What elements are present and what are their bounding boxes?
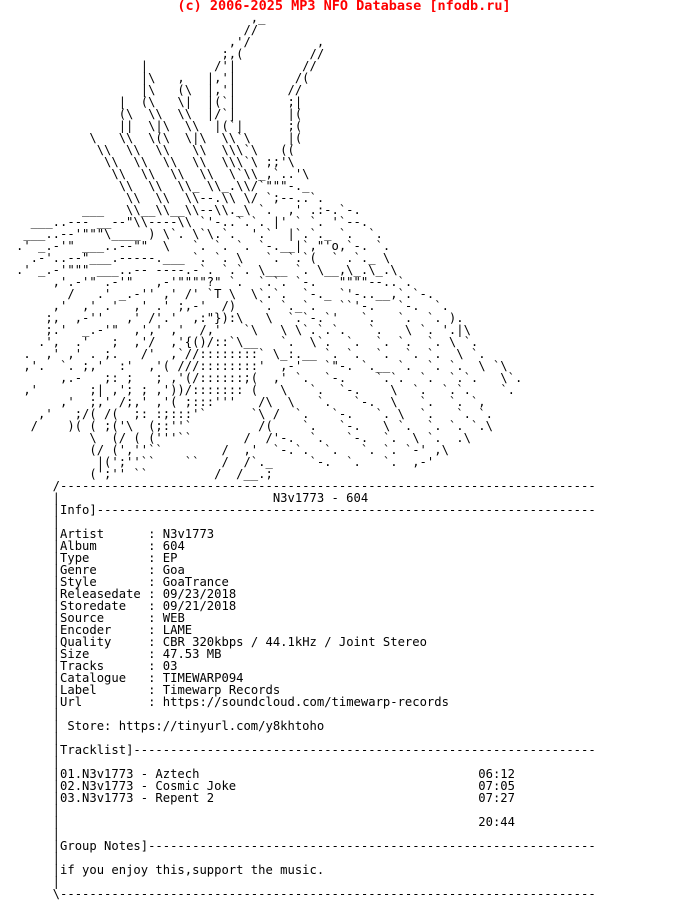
- track-title: 01.N3v1773 - Aztech: [60, 767, 479, 781]
- field-value: TIMEWARP094: [162, 671, 244, 685]
- ascii-art-line: ,' ;/( /( ;: :;:::'` `\ / `. `-. `. \ `. `. `.: [16, 407, 493, 421]
- ascii-art-line: / .' _.-'' ,' /' `T \ \`.`. `-._ `'-..__,`.`-.: [16, 287, 435, 301]
- ascii-art-line: ;.' _.-'" ,',' ,' /,' `\ \ \`.`.`. `. \ `. '.|\: [16, 323, 471, 337]
- field-value: WEB: [162, 611, 185, 625]
- field-label: Label: [60, 683, 149, 697]
- ascii-art-line: ,' ;,' /;,' ,'( ;:::''' /\ \ `. `-. \ `. `. `,: [16, 395, 508, 409]
- store-link: Store: https://tinyurl.com/y8khtoho: [67, 719, 325, 733]
- ascii-art-line: ,' ,' .' ,' .' ;,-' /) `. `._`. ``'-. `-. `.: [16, 299, 449, 313]
- total-time: 20:44: [478, 815, 515, 829]
- ascii-art-line: ___ \\__\\__\\--\\._\ `. ,' .:-.`-.: [16, 203, 361, 217]
- ascii-art-line: \ \\ \(\ \|\ \\`\ |(: [16, 131, 303, 145]
- field-value: Timewarp Records: [162, 683, 281, 697]
- field-value: LAME: [162, 623, 193, 637]
- ascii-art-line: ,'.-'" .-'" ,-'""""?" `. `.`. `-. """"--..`.: [16, 275, 413, 289]
- field-value: GoaTrance: [162, 575, 229, 589]
- ascii-art-line: ;, ,-'' ,' /'.' ,:"}):\ \ `.`-.`' `. `. `. ).: [16, 311, 464, 325]
- field-value: 09/23/2018: [162, 587, 237, 601]
- field-value: Goa: [162, 563, 185, 577]
- field-value: EP: [162, 551, 178, 565]
- ascii-art-line: (/ (',''`` / ,' `-.`. `. `. `. `-' ,\: [16, 443, 449, 457]
- ascii-art-line: //: [16, 23, 259, 37]
- field-label: Encoder: [60, 623, 149, 637]
- track-title: 03.N3v1773 - Repent 2: [60, 791, 479, 805]
- field-label: Catalogue: [60, 671, 149, 685]
- ascii-art-line: .', .' ; ,'/ ,'{()/::`\__ `. \`. `. `. `. `. \ `.: [16, 335, 479, 349]
- field-label: Genre: [60, 563, 149, 577]
- ascii-art-line: \\ \\ \\ \\ \`\\_,`..'\: [16, 167, 310, 181]
- ascii-art-line: ,.- ;: ; ; ,'(/::::::;( ,' `. `-. `.`. `. `.`. \`.: [16, 371, 523, 385]
- ascii-art-line: |\ (\ |,'| //: [16, 83, 303, 97]
- track-time: 07:27: [478, 791, 515, 805]
- ascii-art-line: \\ \\ \\_ \\_.\\/`"""-._: [16, 179, 310, 193]
- track-time: 06:12: [478, 767, 515, 781]
- nfo-text: ,_ // ,'/ , ;,( // | /'| // |\ , |,'| /( |\ (\ |,'| // | (\ \| |(`| ;| (\ \\ \\ |/`| |( || \|\ \\ |(`| ;( \ \\ \(\ \|\ \\`\ |( \\ \\ \\ \\ \\\`\ (( \\ \\ \\ \\ \\\`\ ;;'\ \\ \\ \\ \\ \`\\_,`..'\ \\ \\ \\_ \\_.\\/`"""-._ \\ \\ \\--.\\ \/ `;--..`. ___ \\__\\__\\--\\._\ `. ,' .:-.`-. ___..--- __--"\\----\\ `'-..`.`. |' ` `. '`--. ___..--'"""\____ ) \`. \`\.`. '.` |`.`._ `. `. .' _.-'" ___..--"" \ `. `. `. `-.__|`,"'o,`-. `. .-'..--"___.-----.___ `. `. \ `. `.`( ` .`._ \ .' _.-'""" ___..-- ----.-`. `.`. \___ `. \__,\_.\_.\ ,'.-'" .-'" ,-'""""?" `. `.`. `-. """"--..`. / .' _.-'' ,' /' `T \ \`.`. `-._ `'-..__,`.`-. ,' ,' .' ,' .' ;,-' /) `. `._`. ``'-. `-. `. ;, ,-'' ,' /'.' ,:"}):\ \ `.`-.`' `. `. `. ). ;.' _.-'" ,',' ,' /,' `\ \ \`.`.`. `. \ `. '.|\ .', .' ; ,'/ ,'{()/::`\__ `. \`. `. `. `. `. \ `. . ,' ,' . ;. /' ,`//::::::::` \_:.__ `. `. `. `. `. \ `. ,'. `. ;,' :' ,'( ///::::::::' ,-' `"-. `.__ `. `. `. \ `\ ,.- ;: ; ; ,'(/::::::;( ,' `. `-. `.`. `. `.`. \`. ,' ;| ,'; ; ,'))/::::::: ( \ `. `-. \ `. `.`. `. ,' ;,' /;,' ,'( ;:::''' /\ \ `. `-. \ `. `. `, ,' ;/( /( ;: :;:::'` `\ / `. `-. `. \ `. `. `. / )( ( ;('\ (;:''` /( `. `-. \ `. `. `. `.\ \ (/ ( ('''`` / /'-. `. `-. `. \ `. .\ (/ (',''`` / ,' `-.`. `. `. `. `-' ,\ |(';''`` `` / /`._ `-. `. `. ,-' (';'' `` / /__.; /------------------------------------------------------------------------- | N3v1773 - 604 |Info]-------------------------------------------------------------------- | |Artist : N3v1773 |Album : 604 |Type : EP |Genre : Goa |Style : GoaTrance |Releasedate : 09/23/2018 |Storedate : 09/21/2018 |Source : WEB |Encoder : LAME |Quality : CBR 320kbps / 44.1kHz / Joint Stereo |Size : 47.53 MB |Tracks : 03 |Catalogue : TIMEWARP094 |Label : Timewarp Records |Url : https://soundcloud.com/timewarp-records | | Store: https://tinyurl.com/y8khtoho | |Tracklist]--------------------------------------------------------------- | |01.N3v1773 - Aztech 06:12 |02.N3v1773 - Cosmic Joke 07:05 |03.N3v1773 - Repent 2 07:27 | | 20:44 | |Group Notes]------------------------------------------------------------- | |if you enjoy this,support the music. | \-------------------------------------------------------------------------: [16, 11, 596, 901]
- ascii-art-line: | (\ \| |(`| ;|: [16, 95, 303, 109]
- ascii-art-line: ,'/ ,: [16, 35, 325, 49]
- ascii-art-line: ___..--'"""\____ ) \`. \`\.`. '.` |`.`._ `. `.: [16, 227, 383, 241]
- field-label: Tracks: [60, 659, 149, 673]
- ascii-art-line: (\ \\ \\ |/`| |(: [16, 107, 303, 121]
- track-title: 02.N3v1773 - Cosmic Joke: [60, 779, 479, 793]
- ascii-art-line: (';'' `` / /__.;: [16, 467, 273, 481]
- field-value: 03: [162, 659, 178, 673]
- ascii-art-line: \\ \\ \\ \\ \\\`\ ((: [16, 143, 295, 157]
- ascii-art-line: ,' ;| ,'; ; ,'))/::::::: ( \ `. `-. \ `. `.`. `.: [16, 383, 515, 397]
- field-value: CBR 320kbps / 44.1kHz / Joint Stereo: [162, 635, 427, 649]
- field-label: Type: [60, 551, 149, 565]
- field-label: Storedate: [60, 599, 149, 613]
- field-label: Size: [60, 647, 149, 661]
- ascii-art-line: \ (/ ( ('''`` / /'-. `. `-. `. \ `. .\: [16, 431, 471, 445]
- ascii-art-line: |\ , |,'| /(: [16, 71, 310, 85]
- field-label: Album: [60, 539, 149, 553]
- ascii-art-line: ___..--- __--"\\----\\ `'-..`.`. |' ` `. '`--.: [16, 215, 369, 229]
- ascii-art-line: .' _.-'""" ___..-- ----.-`. `.`. \___ `. \__,\_.\_.\: [16, 263, 398, 277]
- ascii-art-line: | /'| //: [16, 59, 317, 73]
- track-time: 07:05: [478, 779, 515, 793]
- ascii-art-line: . ,' ,' . ;. /' ,`//::::::::` \_:.__ `. `. `. `. `. \ `.: [16, 347, 486, 361]
- field-label: Releasedate: [60, 587, 149, 601]
- field-label: Quality: [60, 635, 149, 649]
- ascii-art-line: \\ \\ \\ \\ \\\`\ ;;'\: [16, 155, 295, 169]
- ascii-art-line: |(';''`` `` / /`._ `-. `. `. ,-': [16, 455, 435, 469]
- section-notes-label: Group Notes: [60, 839, 141, 853]
- group-notes-text: if you enjoy this,support the music.: [60, 863, 325, 877]
- field-value: N3v1773: [162, 527, 215, 541]
- field-value: 604: [162, 539, 185, 553]
- section-info-label: Info: [60, 503, 90, 517]
- field-label: Style: [60, 575, 149, 589]
- ascii-art-line: ,'. `. ;,' :' ,'( ///::::::::' ,-' `"-. `.__ `. `. `. \ `\: [16, 359, 508, 373]
- section-tracklist-label: Tracklist: [60, 743, 127, 757]
- ascii-art-line: \\ \\ \\--.\\ \/ `;--..`.: [16, 191, 325, 205]
- ascii-art-line: / )( ( ;('\ (;:''` /( `. `-. \ `. `. `. `.\: [16, 419, 493, 433]
- ascii-art-line: ;,( //: [16, 47, 325, 61]
- ascii-art-line: || \|\ \\ |(`| ;(: [16, 119, 303, 133]
- ascii-art-line: ,_: [16, 11, 266, 25]
- site-header: (c) 2006-2025 MP3 NFO Database [nfodb.ru]: [177, 0, 511, 14]
- field-label: Artist: [60, 527, 149, 541]
- field-label: Url: [60, 695, 149, 709]
- field-label: Source: [60, 611, 149, 625]
- ascii-art-line: .-'..--"___.-----.___ `. `. \ `. `.`( ` .`._ \: [16, 251, 391, 265]
- ascii-art-line: .' _.-'" ___..--"" \ `. `. `. `-.__|`,"'o,`-. `.: [16, 239, 391, 253]
- field-value: https://soundcloud.com/timewarp-records: [162, 695, 449, 709]
- release-title: N3v1773 - 604: [272, 491, 369, 505]
- field-value: 47.53 MB: [162, 647, 222, 661]
- field-value: 09/21/2018: [162, 599, 237, 613]
